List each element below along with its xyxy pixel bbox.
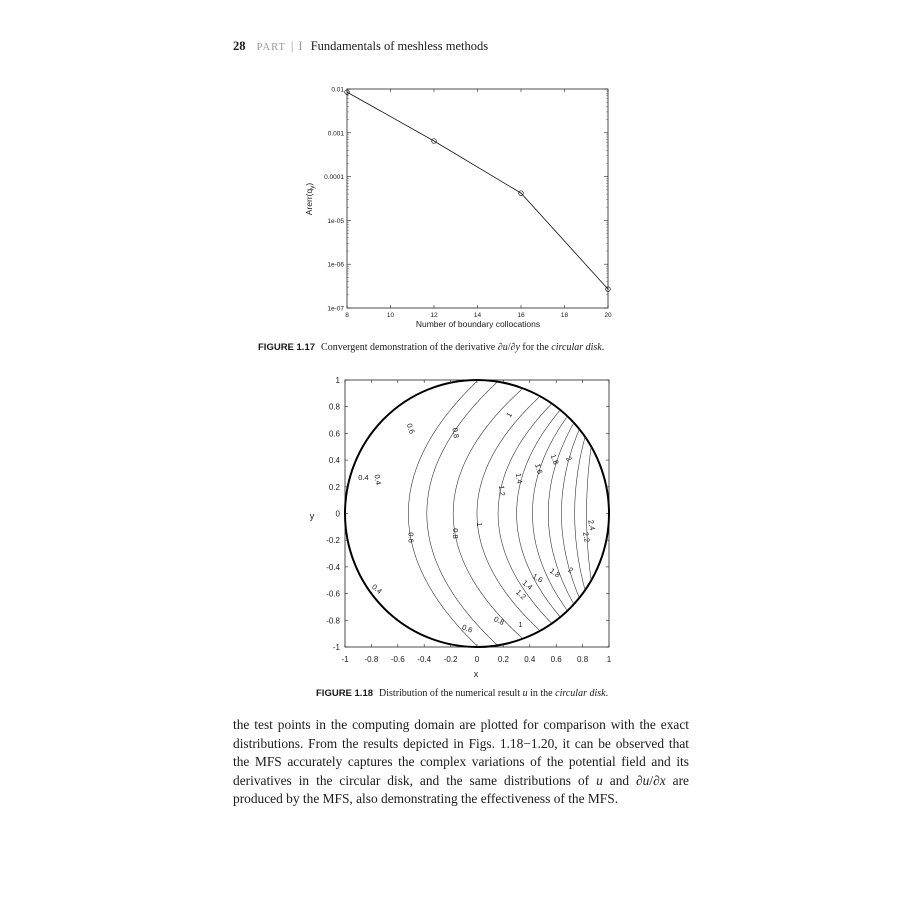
y-tick-label: 1 (335, 376, 340, 385)
x-tick-label: 20 (604, 312, 612, 319)
y-tick-label: 0.2 (328, 482, 340, 492)
part-label: PART (256, 42, 286, 53)
body-paragraph: the test points in the computing domain are plotted for comparison with the exact distributions. From the results depicted in Figs. 1.18−1.20, it can be observed that the MFS accurately captures the complex variations of the potential field and its derivatives in the circular disk, and the same distributions of u and ∂u/∂x are produced by the MFS, also demonstrating the effectiveness of the MFS. (233, 717, 689, 806)
y-tick-label: 0.01 (331, 86, 344, 94)
contour-value-label: 0.6 (460, 622, 474, 635)
y-tick-label: 0.8 (328, 402, 340, 412)
x-tick-label: -1 (341, 655, 349, 664)
contour-line (477, 397, 539, 629)
contour-value-label: 1.2 (496, 484, 507, 497)
page-number: 28 (233, 39, 246, 53)
contour-value-label: 1.2 (514, 587, 528, 602)
contour-value-label: 1.6 (533, 462, 545, 476)
x-tick-label: 0.6 (550, 655, 562, 664)
contour-value-label: 1.4 (520, 578, 535, 592)
x-axis-label: Number of boundary collocations (415, 319, 541, 329)
contour-value-label: 1.6 (530, 571, 545, 585)
running-title: Fundamentals of meshless methods (310, 39, 489, 53)
x-tick-label: 0.2 (497, 655, 509, 664)
figure-1-18-label: FIGURE 1.18 (316, 688, 374, 699)
contour-value-label: 0.6 (406, 532, 416, 543)
x-tick-label: 0.8 (577, 655, 589, 664)
y-axis-label: $Arerr(q_y)$ (304, 182, 316, 216)
figure-1-17-label: FIGURE 1.17 (258, 342, 316, 353)
x-tick-label: 12 (430, 312, 438, 319)
contour-value-label: 2 (566, 565, 575, 576)
x-tick-label: 8 (345, 312, 349, 319)
x-tick-label: -0.8 (364, 655, 379, 664)
x-tick-label: -0.6 (390, 655, 405, 664)
contour-value-label: 1.4 (513, 472, 525, 485)
x-tick-label: 0 (474, 655, 480, 664)
y-tick-label: -0.8 (326, 616, 340, 626)
figure-1-17-text: Convergent demonstration of the derivative ∂u/∂y for the circular disk. (321, 342, 605, 353)
y-tick-label: 1e-07 (327, 305, 344, 313)
y-tick-label: 1e-06 (327, 261, 344, 269)
figure-1-18-caption (316, 688, 608, 699)
contour-line (498, 404, 551, 623)
contour-value-label: 0.4 (370, 582, 384, 596)
y-tick-label: -1 (332, 643, 340, 652)
y-tick-label: -0.4 (326, 562, 340, 572)
y-tick-label: 0 (335, 509, 340, 519)
contour-line (587, 447, 592, 581)
contour-value-label: 1.8 (548, 566, 562, 580)
x-tick-label: -0.2 (443, 655, 458, 664)
y-tick-label: -0.2 (326, 536, 340, 546)
contour-value-label: 1.8 (548, 452, 561, 466)
contour-value-label: 2.4 (586, 519, 597, 532)
contour-value-label: 0.4 (372, 473, 384, 486)
x-tick-label: 0.4 (524, 655, 536, 664)
x-tick-label: 14 (473, 312, 482, 319)
contour-value-label: 0.6 (404, 422, 417, 435)
y-tick-label: 0.0001 (324, 174, 344, 182)
y-tick-label: 1e-05 (327, 217, 344, 225)
x-axis-label: x (473, 669, 479, 679)
x-tick-label: 16 (517, 312, 525, 319)
x-tick-label: 1 (606, 655, 612, 664)
contour-value-label: 0.8 (451, 528, 461, 539)
contour-value-label: 1 (475, 522, 484, 527)
contour-value-label: 0.8 (492, 614, 506, 627)
x-tick-label: -0.4 (417, 655, 432, 664)
y-axis-label: y (309, 511, 315, 521)
contour-value-label: 1 (518, 619, 523, 629)
contour-value-label: 2 (563, 454, 574, 463)
contour-line (408, 381, 477, 645)
contour-value-label: 1 (504, 410, 515, 419)
contour-value-label: 0.8 (450, 427, 462, 439)
part-number: I (298, 39, 303, 53)
part-separator: | (290, 39, 294, 53)
y-tick-label: -0.6 (326, 589, 340, 599)
x-tick-label: 10 (386, 312, 395, 319)
x-tick-label: 18 (560, 312, 569, 319)
y-tick-label: 0.4 (328, 456, 340, 466)
contour-value-label: 0.4 (358, 473, 369, 483)
figure-1-18-text: Distribution of the numerical result u in the circular disk. (379, 688, 609, 699)
y-tick-label: 0.6 (328, 429, 340, 439)
body-text (233, 716, 689, 809)
contour-line (575, 437, 585, 589)
y-tick-label: 0.001 (327, 130, 344, 138)
contour-line (427, 383, 497, 645)
contour-value-label: 2.2 (581, 531, 592, 544)
